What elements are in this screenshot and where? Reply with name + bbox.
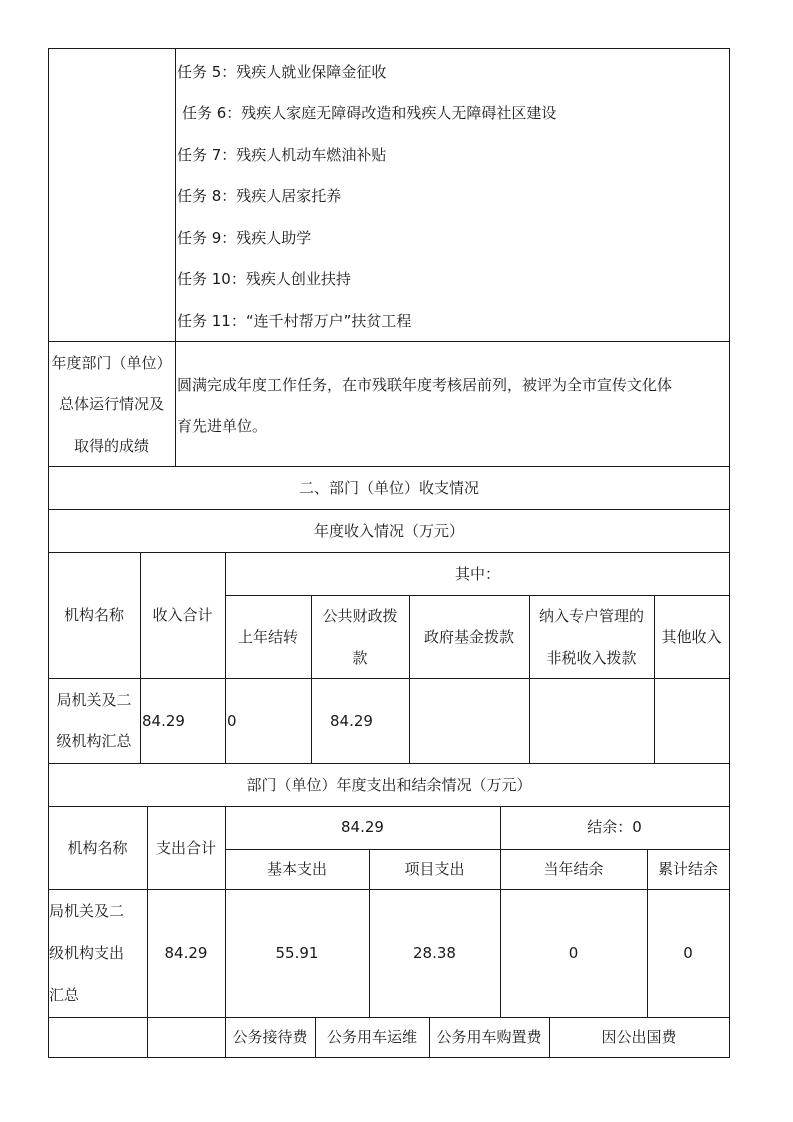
task-item: 任务 9：残疾人助学: [177, 229, 312, 247]
table-rule: [48, 806, 730, 807]
col-fiscal: 公共财政拨: [322, 607, 398, 625]
col-current-balance: 当年结余: [543, 860, 604, 878]
expense-row-total: 84.29: [164, 944, 208, 962]
expense-row-org: 局机关及二: [49, 902, 125, 920]
col-of-which: 其中：: [454, 565, 500, 583]
performance-label: 总体运行情况及: [58, 395, 164, 413]
task-item: 任务 10：残疾人创业扶持: [177, 270, 351, 288]
col-nontax: 纳入专户管理的: [538, 607, 644, 625]
expense-row-basic: 55.91: [275, 944, 319, 962]
table-rule: [48, 509, 730, 510]
task-item: 任务 5：残疾人就业保障金征收: [177, 63, 387, 81]
table-rule: [48, 1017, 730, 1018]
col-other-income: 其他收入: [661, 628, 722, 646]
col-vehicle-ops: 公务用车运维: [326, 1028, 417, 1046]
performance-text: 圆满完成年度工作任务，在市残联年度考核居前列，被评为全市宣传文化体: [177, 376, 673, 394]
col-carryover: 上年结转: [237, 628, 298, 646]
col-basic: 基本支出: [266, 860, 327, 878]
table-rule: [48, 678, 730, 679]
table-rule: [729, 48, 730, 1058]
table-rule: [48, 466, 730, 467]
income-row-fiscal: 84.29: [330, 712, 373, 730]
performance-label: 年度部门（单位）: [51, 354, 172, 372]
table-rule: [48, 763, 730, 764]
table-rule: [225, 849, 730, 850]
col-cumulative-balance: 累计结余: [657, 860, 718, 878]
table-rule: [48, 341, 730, 342]
task-item: 任务 6：残疾人家庭无障碍改造和残疾人无障碍社区建设: [182, 104, 557, 122]
task-item: 任务 8：残疾人居家托养: [177, 187, 342, 205]
table-rule: [500, 806, 501, 1017]
expense-row-org: 汇总: [49, 986, 80, 1004]
col-project: 项目支出: [404, 860, 465, 878]
balance-total: 结余：0: [587, 818, 642, 836]
task-item: 任务 7：残疾人机动车燃油补贴: [177, 146, 387, 164]
income-row-org: 级机构汇总: [56, 732, 132, 750]
table-rule: [48, 889, 730, 890]
col-fund: 政府基金拨款: [423, 628, 514, 646]
table-rule: [48, 48, 730, 49]
income-table-title: 年度收入情况（万元）: [313, 522, 464, 540]
col-nontax: 非税收入拨款: [546, 649, 637, 667]
expense-row-cumulative-balance: 0: [683, 944, 693, 962]
expense-row-project: 28.38: [413, 944, 456, 962]
table-rule: [48, 1057, 730, 1058]
expense-row-org: 级机构支出: [49, 944, 125, 962]
col-reception: 公务接待费: [232, 1028, 308, 1046]
performance-label: 取得的成绩: [73, 437, 149, 455]
col-expense-total: 支出合计: [155, 839, 216, 857]
col-abroad: 因公出国费: [601, 1028, 677, 1046]
expense-row-current-balance: 0: [568, 944, 579, 962]
col-income-total: 收入合计: [152, 606, 213, 624]
col-fiscal: 款: [352, 649, 368, 667]
expense-table-title: 部门（单位）年度支出和结余情况（万元）: [246, 776, 532, 794]
table-rule: [409, 595, 410, 763]
income-row-carryover: 0: [227, 712, 237, 730]
table-rule: [654, 595, 655, 763]
table-rule: [225, 806, 226, 1058]
task-item: 任务 11：“连千村帮万户”扶贫工程: [177, 312, 412, 330]
section-title: 二、部门（单位）收支情况: [298, 479, 479, 497]
performance-text: 育先进单位。: [177, 417, 268, 435]
table-rule: [48, 552, 730, 553]
col-org-name: 机构名称: [67, 839, 128, 857]
spend-total: 84.29: [341, 818, 384, 836]
col-vehicle-purchase: 公务用车购置费: [436, 1028, 542, 1046]
table-rule: [175, 48, 176, 467]
table-rule: [140, 552, 141, 763]
col-org-name: 机构名称: [63, 606, 124, 624]
income-row-org: 局机关及二: [56, 691, 132, 709]
income-row-total: 84.29: [142, 712, 185, 730]
